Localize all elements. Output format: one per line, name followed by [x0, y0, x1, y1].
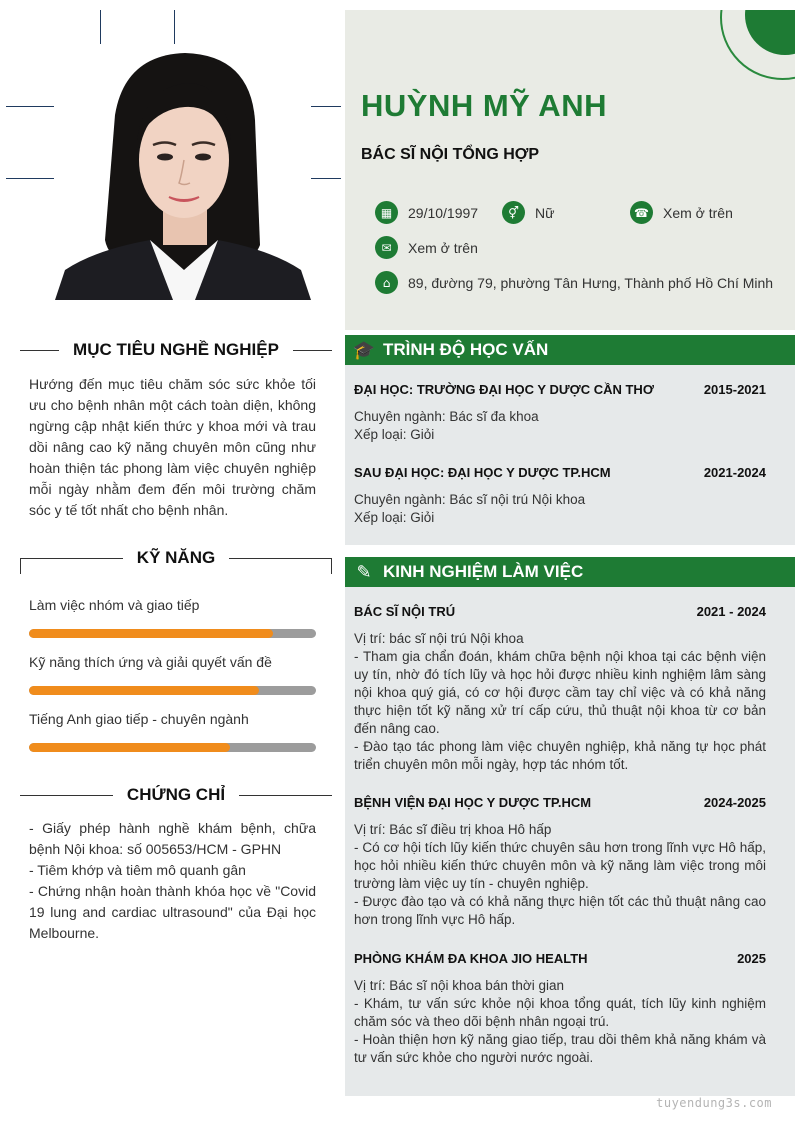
- frame-line: [311, 106, 341, 107]
- certificate-item: - Giấy phép hành nghề khám bệnh, chữa bệnh Nội khoa: số 005653/HCM - GPHN: [29, 820, 316, 857]
- info-gender: [502, 201, 554, 224]
- frame-line: [174, 10, 175, 44]
- candidate-name: HUỲNH MỸ ANH: [361, 88, 607, 123]
- objective-text: Hướng đến mục tiêu chăm sóc sức khỏe tối ưu cho bệnh nhân một cách toàn diện, không ngừng cập nhật kiến thức y khoa mới và trau dồi nâng cao kỹ năng chuyên môn cũng như hoàn thiện tác phong làm việc chuyên nghiệp mỗi ngày nhằm đem đến môi trường chăm sóc y tế tốt nhất cho bệnh nhân.: [29, 376, 316, 518]
- school-name: ĐẠI HỌC: TRƯỜNG ĐẠI HỌC Y DƯỢC CẦN THƠ: [354, 382, 654, 397]
- skill-name: Tiếng Anh giao tiếp - chuyên ngành: [29, 711, 249, 727]
- education-heading: TRÌNH ĐỘ HỌC VẤN: [383, 340, 549, 359]
- certificates-heading: CHỨNG CHỈ: [126, 785, 226, 804]
- skill-bar-fill: [29, 686, 259, 695]
- skill-bar-fill: [29, 629, 273, 638]
- education-period: 2021-2024: [703, 465, 766, 480]
- certificates-list: [29, 818, 316, 944]
- divider: [229, 558, 332, 559]
- experience-heading: KINH NGHIỆM LÀM VIỆC: [383, 562, 584, 581]
- email-icon: ✉: [375, 236, 398, 259]
- skill-name: Kỹ năng thích ứng và giải quyết vấn đề: [29, 654, 272, 670]
- info-phone: [630, 201, 733, 224]
- skill-bar: [29, 686, 316, 695]
- education-line: Chuyên ngành: Bác sĩ đa khoa: [354, 409, 539, 424]
- objective-heading: MỤC TIÊU NGHỀ NGHIỆP: [73, 340, 279, 359]
- watermark: tuyendung3s.com: [656, 1096, 772, 1110]
- experience-entry-head: [354, 604, 766, 619]
- education-line: Chuyên ngành: Bác sĩ nội trú Nội khoa: [354, 492, 586, 507]
- experience-entry-head: [354, 795, 766, 810]
- experience-line: Vị trí: Bác sĩ điều trị khoa Hô hấp: [354, 822, 552, 837]
- divider: [20, 558, 21, 574]
- divider: [239, 795, 332, 796]
- birthday-value: 29/10/1997: [408, 204, 479, 221]
- divider: [20, 795, 113, 796]
- email-value: Xem ở trên: [408, 239, 478, 256]
- info-address: [375, 271, 773, 294]
- certificate-item: - Tiêm khớp và tiêm mô quanh gân: [29, 862, 246, 878]
- photo-area: [0, 0, 345, 320]
- job-title: BÁC SĨ NỘI TỔNG HỢP: [361, 146, 540, 163]
- frame-line: [100, 10, 101, 44]
- header-panel: [345, 10, 795, 330]
- workplace-name: BÁC SĨ NỘI TRÚ: [354, 604, 456, 619]
- calendar-icon: ▦: [375, 201, 398, 224]
- skills-title: [20, 548, 332, 568]
- experience-line: - Khám, tư vấn sức khỏe nội khoa tổng quát, tích lũy kinh nghiệm chăm sóc và theo dõi bệnh nhân ngoại trú.: [354, 996, 766, 1029]
- divider: [20, 558, 123, 559]
- skill-bar: [29, 629, 316, 638]
- profile-photo: [55, 45, 311, 300]
- skills-heading: KỸ NĂNG: [136, 548, 216, 567]
- home-icon: ⌂: [375, 271, 398, 294]
- address-value: 89, đường 79, phường Tân Hưng, Thành phố Hồ Chí Minh: [408, 274, 774, 291]
- experience-entry-body: [354, 630, 766, 774]
- work-period: 2025: [737, 951, 766, 966]
- divider: [331, 558, 332, 574]
- portrait-image: [55, 45, 311, 300]
- experience-entry-body: [354, 977, 766, 1067]
- certificates-title: [20, 785, 332, 805]
- frame-line: [6, 178, 54, 179]
- workplace-name: BỆNH VIỆN ĐẠI HỌC Y DƯỢC TP.HCM: [354, 795, 592, 810]
- gender-value: Nữ: [535, 204, 555, 221]
- info-birthday: [375, 201, 478, 224]
- skill-bar: [29, 743, 316, 752]
- experience-line: Vị trí: bác sĩ nội trú Nội khoa: [354, 631, 524, 646]
- education-header: [345, 335, 795, 365]
- skill-bar-fill: [29, 743, 230, 752]
- objective-title: [20, 340, 332, 360]
- experience-line: - Hoàn thiện hơn kỹ năng giao tiếp, trau dồi thêm khả năng khám và tư vấn sức khỏe cho người nước ngoài.: [354, 1032, 766, 1065]
- experience-header: [345, 557, 795, 587]
- phone-icon: ☎: [630, 201, 653, 224]
- experience-line: - Có cơ hội tích lũy kiến thức chuyên sâu hơn trong lĩnh vực Hô hấp, học hỏi nhiều kiến thức chuyên môn và kỹ năng làm việc trong môi trường làm việc uy tín - chuyên nghiệp.: [354, 840, 766, 891]
- phone-value: Xem ở trên: [663, 204, 733, 221]
- education-entry-body: [354, 491, 766, 527]
- education-entry-body: [354, 408, 766, 444]
- education-line: Xếp loại: Giỏi: [354, 510, 435, 525]
- work-period: 2021 - 2024: [696, 604, 766, 619]
- experience-line: - Được đào tạo và có khả năng thực hiện tốt các thủ thuật nâng cao hơn trong lĩnh vực Hô hấp.: [354, 894, 766, 927]
- education-line: Xếp loại: Giỏi: [354, 427, 435, 442]
- education-entry-head: [354, 465, 766, 480]
- experience-entry-head: [354, 951, 766, 966]
- frame-line: [6, 106, 54, 107]
- graduation-cap-icon: 🎓: [352, 339, 376, 361]
- experience-line: Vị trí: Bác sĩ nội khoa bán thời gian: [354, 978, 564, 993]
- experience-line: - Tham gia chẩn đoán, khám chữa bệnh nội khoa tại các bệnh viện uy tín, nhờ đó tích lũy và học hỏi được nhiều kinh nghiệm lâm sàng nội khoa quý giá, có cơ hội được cầm tay chỉ việc và có khả năng thực hiện tốt kỹ năng xử trí cấp cứu, thủ thuật nội khoa từ cơ bản đến nâng cao.: [354, 649, 766, 736]
- education-period: 2015-2021: [703, 382, 766, 397]
- frame-line: [311, 178, 341, 179]
- school-name: SAU ĐẠI HỌC: ĐẠI HỌC Y DƯỢC TP.HCM: [354, 465, 611, 480]
- work-period: 2024-2025: [703, 795, 766, 810]
- workplace-name: PHÒNG KHÁM ĐA KHOA JIO HEALTH: [354, 951, 588, 966]
- document-pen-icon: ✎: [356, 561, 372, 583]
- experience-line: - Đào tạo tác phong làm việc chuyên nghiệp, khả năng tự học phát triển chuyên môn mỗi ngày, hợp tác nhóm tốt.: [354, 739, 766, 772]
- skill-name: Làm việc nhóm và giao tiếp: [29, 597, 200, 613]
- experience-entry-body: [354, 821, 766, 929]
- info-email: [375, 236, 478, 259]
- certificate-item: - Chứng nhận hoàn thành khóa học về "Covid 19 lung and cardiac ultrasound" của Đại học Melbourne.: [29, 883, 316, 941]
- divider: [20, 350, 59, 351]
- divider: [293, 350, 332, 351]
- gender-icon: ⚥: [502, 201, 525, 224]
- education-entry-head: [354, 382, 766, 397]
